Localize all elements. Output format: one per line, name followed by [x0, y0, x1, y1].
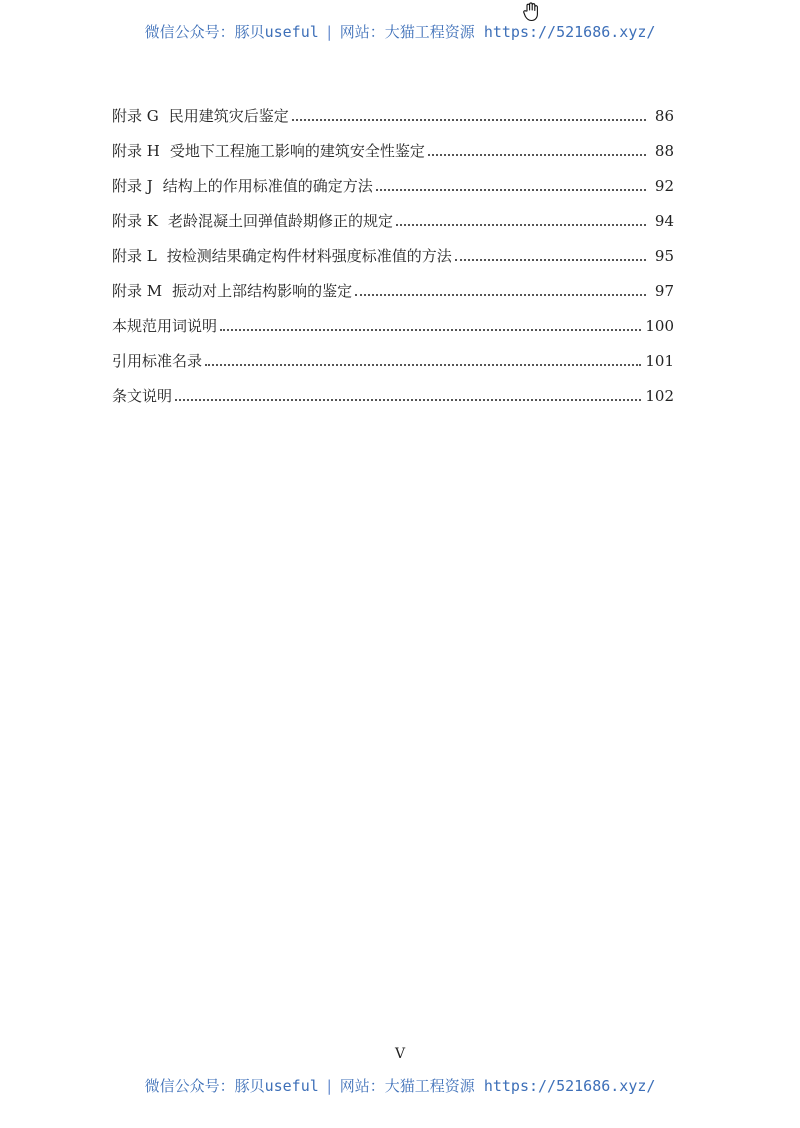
- toc-entry-title: 本规范用词说明: [112, 317, 218, 335]
- dot-leader: [205, 364, 641, 366]
- toc-entry-label: [112, 104, 289, 128]
- appendix-id: 附录 G: [112, 107, 159, 125]
- toc-entry-title: 引用标准名录: [112, 352, 203, 370]
- banner-separator: |: [324, 23, 334, 41]
- toc-entry-label: [112, 314, 217, 338]
- toc-entry-title: 结构上的作用标准值的确定方法: [162, 177, 373, 195]
- appendix-id: 附录 J: [112, 177, 153, 195]
- toc-entry-wording-explanation[interactable]: [112, 314, 674, 349]
- appendix-id: 附录 L: [112, 247, 157, 265]
- dot-leader: [220, 329, 641, 331]
- wechat-account-text: 微信公众号：豚贝useful: [144, 1077, 319, 1095]
- toc-entry-title: 条文说明: [112, 387, 173, 405]
- toc-page-number: 102: [645, 387, 674, 405]
- dot-leader: [355, 294, 646, 296]
- toc-entry-appendix-h[interactable]: [112, 139, 674, 174]
- toc-entry-label: [112, 384, 172, 408]
- dot-leader: [376, 189, 646, 191]
- header-watermark-banner: [0, 21, 800, 42]
- footer-watermark-banner: [0, 1075, 800, 1096]
- table-of-contents: [112, 104, 674, 419]
- toc-entry-title: 老龄混凝土回弹值龄期修正的规定: [167, 212, 393, 230]
- wechat-account-text: 微信公众号：豚贝useful: [144, 23, 319, 41]
- toc-entry-appendix-l[interactable]: [112, 244, 674, 279]
- toc-entry-title: 按检测结果确定构件材料强度标准值的方法: [166, 247, 452, 265]
- toc-page-number: 101: [645, 352, 674, 370]
- toc-entry-title: 振动对上部结构影响的鉴定: [172, 282, 353, 300]
- toc-entry-appendix-k[interactable]: [112, 209, 674, 244]
- toc-entry-appendix-g[interactable]: [112, 104, 674, 139]
- toc-entry-referenced-standards[interactable]: [112, 349, 674, 384]
- toc-page-number: 97: [654, 282, 674, 300]
- website-text: 网站：大猫工程资源 https://521686.xyz/: [339, 1077, 656, 1095]
- toc-page-number: 95: [654, 247, 674, 265]
- toc-page-number: 94: [654, 212, 674, 230]
- hand-cursor-icon: [522, 2, 540, 22]
- toc-entry-label: [112, 279, 352, 303]
- appendix-id: 附录 M: [112, 282, 163, 300]
- toc-entry-label: [112, 349, 202, 373]
- toc-entry-label: [112, 139, 425, 163]
- toc-entry-appendix-m[interactable]: [112, 279, 674, 314]
- dot-leader: [428, 154, 646, 156]
- appendix-id: 附录 K: [112, 212, 158, 230]
- toc-page-number: 92: [654, 177, 674, 195]
- banner-separator: |: [324, 1077, 334, 1095]
- toc-entry-title: 民用建筑灾后鉴定: [168, 107, 289, 125]
- toc-page-number: 86: [654, 107, 674, 125]
- page-number: V: [394, 1046, 406, 1062]
- dot-leader: [455, 259, 646, 261]
- website-text: 网站：大猫工程资源 https://521686.xyz/: [339, 23, 656, 41]
- toc-entry-title: 受地下工程施工影响的建筑安全性鉴定: [169, 142, 425, 160]
- toc-entry-clause-explanation[interactable]: [112, 384, 674, 419]
- dot-leader: [175, 399, 641, 401]
- toc-entry-label: [112, 174, 373, 198]
- appendix-id: 附录 H: [112, 142, 160, 160]
- toc-page-number: 88: [654, 142, 674, 160]
- toc-entry-appendix-j[interactable]: [112, 174, 674, 209]
- dot-leader: [292, 119, 646, 121]
- dot-leader: [396, 224, 646, 226]
- toc-page-number: 100: [645, 317, 674, 335]
- toc-entry-label: [112, 244, 452, 268]
- toc-entry-label: [112, 209, 393, 233]
